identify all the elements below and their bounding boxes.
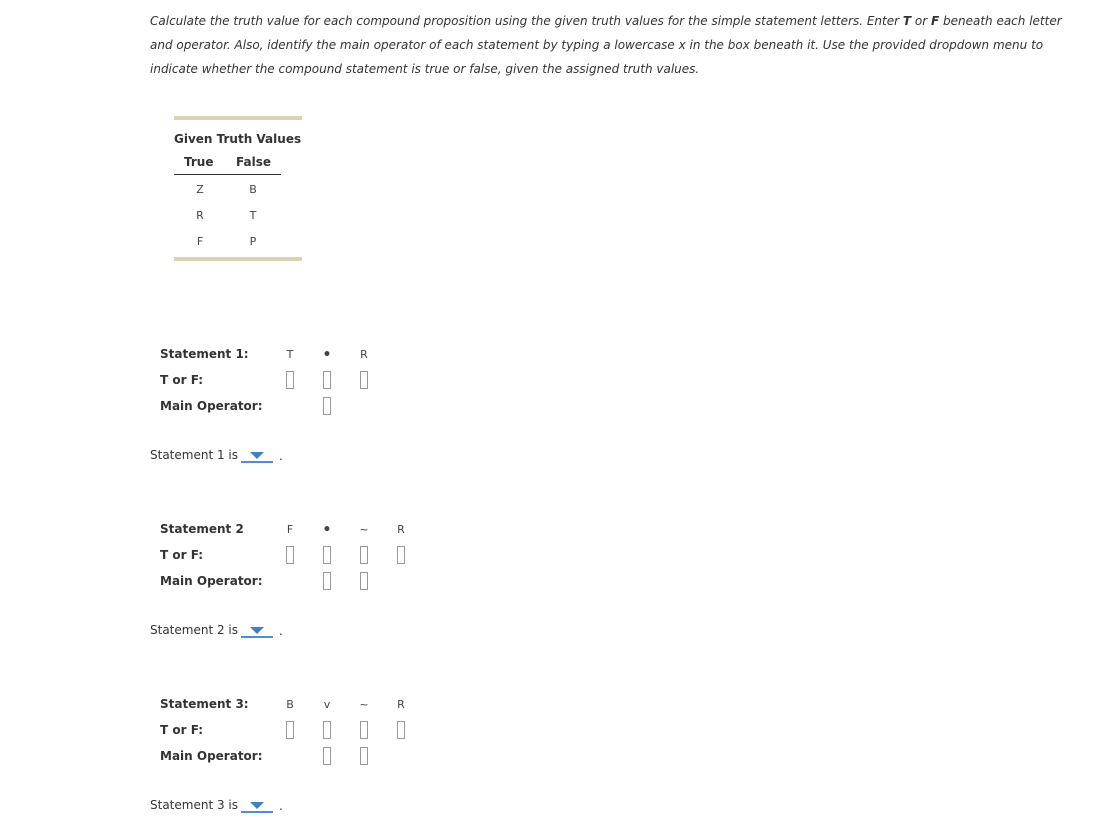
instructions-t: T bbox=[902, 14, 912, 28]
statement-1-main-operator-label: Main Operator: bbox=[160, 399, 263, 413]
statement-2-tf-input-3[interactable] bbox=[360, 546, 368, 564]
statement-2-symbol: R bbox=[397, 523, 405, 536]
statement-3-tf-input-4[interactable] bbox=[397, 721, 405, 739]
false-letter: P bbox=[249, 235, 257, 248]
chevron-down-icon bbox=[250, 802, 264, 809]
statement-1-symbol: R bbox=[360, 348, 368, 361]
statement-2-main-operator-input-2[interactable] bbox=[360, 572, 368, 590]
statement-1-operator-symbol: • bbox=[322, 347, 332, 363]
statement-2-main-operator-label: Main Operator: bbox=[160, 574, 263, 588]
false-header: False bbox=[236, 155, 271, 169]
statement-1-label: Statement 1: bbox=[160, 347, 249, 361]
statement-1-tf-input-1[interactable] bbox=[286, 371, 294, 389]
instructions-f: F bbox=[930, 14, 940, 28]
instructions-text bbox=[150, 9, 1080, 81]
false-letter: B bbox=[249, 183, 257, 196]
statement-2-operator-symbol: • bbox=[322, 522, 332, 538]
statement-3-tf-input-3[interactable] bbox=[360, 721, 368, 739]
statement-3-symbol: R bbox=[397, 698, 405, 711]
statement-2-main-operator-input-1[interactable] bbox=[323, 572, 331, 590]
chevron-down-icon bbox=[250, 627, 264, 634]
statement-2-tf-input-2[interactable] bbox=[323, 546, 331, 564]
statement-1-symbol: T bbox=[286, 348, 294, 361]
statement-1-tf-input-3[interactable] bbox=[360, 371, 368, 389]
statement-2-symbol: F bbox=[286, 523, 294, 536]
given-title: Given Truth Values bbox=[174, 132, 302, 146]
statement-2-tf-input-4[interactable] bbox=[397, 546, 405, 564]
given-truth-values-table bbox=[174, 116, 302, 261]
instructions-part1: Calculate the truth value for each compound proposition using the given truth values for the simple statement letters. Enter bbox=[150, 14, 903, 28]
statement-2-sentence: Statement 2 is bbox=[150, 623, 238, 637]
statement-3-negation-symbol: ~ bbox=[359, 698, 369, 711]
true-letter: Z bbox=[196, 183, 204, 196]
statement-3-symbol: B bbox=[286, 698, 294, 711]
true-letter: R bbox=[196, 209, 204, 222]
statement-2-negation-symbol: ~ bbox=[359, 523, 369, 536]
statement-2-label: Statement 2 bbox=[160, 522, 244, 536]
statement-3-tf-label: T or F: bbox=[160, 723, 204, 737]
statement-3-tf-input-2[interactable] bbox=[323, 721, 331, 739]
statement-2-dropdown[interactable] bbox=[241, 624, 273, 638]
statement-1-dropdown[interactable] bbox=[241, 449, 273, 463]
chevron-down-icon bbox=[250, 452, 264, 459]
statement-2-tf-input-1[interactable] bbox=[286, 546, 294, 564]
instructions-part2: beneath each letter and operator. Also, identify the main operator of each statement by typing a lowercase x in the box beneath it. Use the provided dropdown menu to indicate whether the compound statement is true or false, given the assigned truth values. bbox=[150, 14, 1062, 76]
statement-3-period: . bbox=[279, 799, 283, 813]
statement-3-sentence: Statement 3 is bbox=[150, 798, 238, 812]
statement-3-operator-symbol: v bbox=[323, 698, 331, 711]
instructions-or: or bbox=[911, 14, 931, 28]
statement-2-period: . bbox=[279, 624, 283, 638]
statement-1-tf-label: T or F: bbox=[160, 373, 204, 387]
true-letter: F bbox=[196, 235, 204, 248]
statement-3-tf-input-1[interactable] bbox=[286, 721, 294, 739]
statement-1-sentence: Statement 1 is bbox=[150, 448, 238, 462]
statement-3-main-operator-input-2[interactable] bbox=[360, 747, 368, 765]
statement-3-main-operator-label: Main Operator: bbox=[160, 749, 263, 763]
false-letter: T bbox=[249, 209, 257, 222]
statement-1-period: . bbox=[279, 449, 283, 463]
statement-3-dropdown[interactable] bbox=[241, 799, 273, 813]
header-rule bbox=[174, 174, 281, 175]
true-header: True bbox=[184, 155, 214, 169]
statement-1-main-operator-input[interactable] bbox=[323, 397, 331, 415]
statement-3-label: Statement 3: bbox=[160, 697, 249, 711]
statement-2-tf-label: T or F: bbox=[160, 548, 204, 562]
statement-3-main-operator-input-1[interactable] bbox=[323, 747, 331, 765]
statement-1-tf-input-2[interactable] bbox=[323, 371, 331, 389]
